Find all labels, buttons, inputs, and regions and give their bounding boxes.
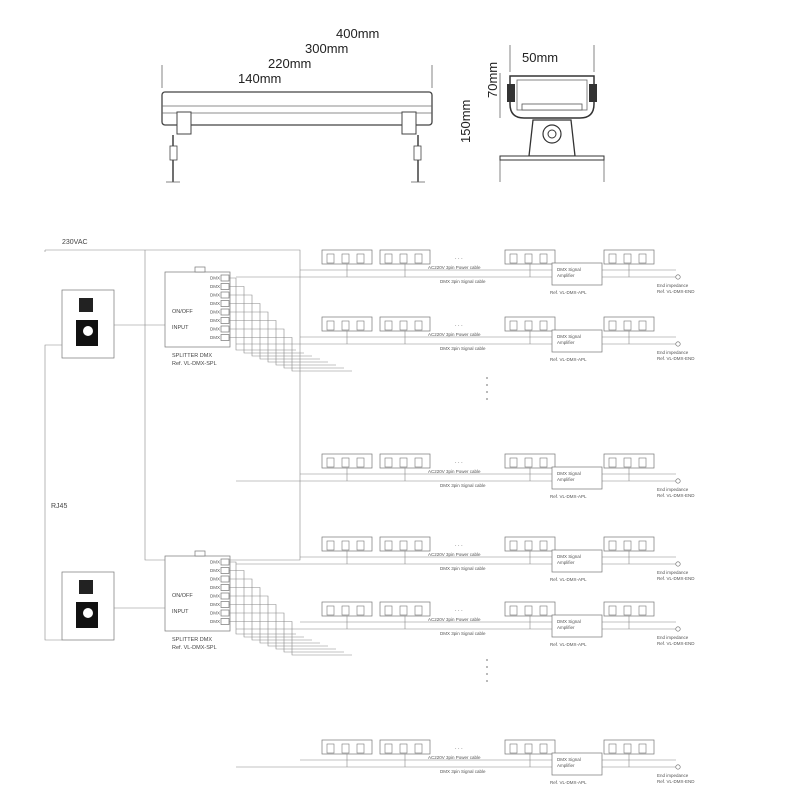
splitter-2-ref: Ref. VL-DMX-SPL — [172, 645, 217, 651]
splitter-1-port-5 — [221, 309, 229, 315]
dimension-70mm: 70mm — [485, 61, 500, 98]
row-5-power-cable-label: AC220V 3pin Power cable — [428, 617, 481, 622]
row-4-power-cable-label: AC220V 3pin Power cable — [428, 552, 481, 557]
splitter-1-port-8 — [221, 335, 229, 341]
row-3-fixture-4-module-1 — [609, 458, 616, 467]
row-5-fixture-1-module-3 — [357, 606, 364, 615]
row-2-fixture-1-module-2 — [342, 321, 349, 330]
row-1-fixture-1-module-3 — [357, 254, 364, 263]
row-5-signal-cable-label: DMX 3pin Signal cable — [440, 631, 486, 636]
row-3-amplifier-title: DMX Signal — [557, 471, 581, 476]
row-3-fixture-4-module-2 — [624, 458, 631, 467]
section-view-drawing — [458, 45, 604, 182]
row-2-fixture-1-module-3 — [357, 321, 364, 330]
row-1-fixture-2-module-1 — [385, 254, 392, 263]
controller-1-knob — [83, 326, 93, 336]
row-2-fixture-2-module-1 — [385, 321, 392, 330]
row-1-fixture-3-module-2 — [525, 254, 532, 263]
splitter-1-ref: Ref. VL-DMX-SPL — [172, 361, 217, 367]
row-3-fixture-3-module-3 — [540, 458, 547, 467]
row-5-end-terminator — [676, 627, 680, 631]
dimension-220mm: 220mm — [268, 56, 312, 71]
splitter-2-port-label-8: DMX — [210, 619, 220, 624]
splitter-1-port-2 — [221, 284, 229, 290]
row-2-end-ref: Ref. VL-DMX-END — [657, 356, 695, 361]
row-1-amplifier-ref: Ref. VL-DMX-APL — [550, 290, 587, 295]
row-4-fixture-1-module-1 — [327, 541, 334, 550]
splitter-2-output-8 — [229, 622, 352, 656]
row-5-fixture-4-module-1 — [609, 606, 616, 615]
row-2-end-title: End impedance — [657, 350, 689, 355]
splitter-2-port-label-1: DMX — [210, 559, 220, 565]
row-4-fixture-3-module-1 — [510, 541, 517, 550]
row-3-amplifier-subtitle: Amplifier — [557, 477, 575, 482]
row-3-fixture-2-module-1 — [385, 458, 392, 467]
row-2-amplifier-title: DMX Signal — [557, 334, 581, 339]
dimension-300mm: 300mm — [305, 41, 349, 56]
row-1-fixture-1-module-1 — [327, 254, 334, 263]
splitter-2-port-4 — [221, 585, 229, 591]
row-6-fixture-2-module-2 — [400, 744, 407, 753]
splitter-2-input: INPUT — [172, 609, 189, 615]
row-1-fixture-3-module-3 — [540, 254, 547, 263]
splitter-1-output-6 — [229, 321, 336, 366]
row-1-fixture-2-module-2 — [400, 254, 407, 263]
row-labels — [210, 255, 695, 785]
row-5-fixture-1-module-1 — [327, 606, 334, 615]
row-3-fixture-1-module-2 — [342, 458, 349, 467]
row-6-power-cable-label: AC220V 3pin Power cable — [428, 755, 481, 760]
row-4-fixture-2-module-3 — [415, 541, 422, 550]
row-1-fixture-4-module-1 — [609, 254, 616, 263]
row-3-end-ref: Ref. VL-DMX-END — [657, 493, 695, 498]
splitter-2-output-1 — [229, 562, 296, 634]
row-6-end-terminator — [676, 765, 680, 769]
row-3-fixture-1-module-3 — [357, 458, 364, 467]
splitter-1-port-1 — [221, 275, 229, 281]
row-3-fixture-3-module-1 — [510, 458, 517, 467]
splitter-1-output-1 — [229, 278, 296, 350]
splitter-2-port-label-3: DMX — [210, 576, 220, 582]
splitter-2-port-7 — [221, 610, 229, 616]
splitter-2-port-label-2: DMX — [210, 568, 220, 573]
row-6-fixture-4-module-1 — [609, 744, 616, 753]
controller-2-knob — [83, 608, 93, 618]
row-4-signal-cable-label: DMX 3pin Signal cable — [440, 566, 486, 571]
row-5-amplifier-title: DMX Signal — [557, 619, 581, 624]
vertical-ellipsis-2-dot-2 — [486, 666, 488, 668]
row-3-power-cable-label: AC220V 3pin Power cable — [428, 469, 481, 474]
row-2-fixture-4-module-1 — [609, 321, 616, 330]
splitter-1-port-label-6: DMX — [210, 318, 220, 323]
splitter-2-port-8 — [221, 619, 229, 625]
splitter-1-port-label-1: DMX — [210, 275, 220, 281]
splitter-2-port-label-4: DMX — [210, 585, 220, 590]
vertical-ellipsis-2-dot-1 — [486, 659, 488, 661]
splitter-2-port-3 — [221, 576, 229, 582]
splitter-1-title: SPLITTER DMX — [172, 353, 213, 359]
row-3-fixture-3-module-2 — [525, 458, 532, 467]
row-5-end-ref: Ref. VL-DMX-END — [657, 641, 695, 646]
row-1-amplifier-subtitle: Amplifier — [557, 273, 575, 278]
row-6-fixture-4-module-2 — [624, 744, 631, 753]
row-2-fixture-4-module-3 — [639, 321, 646, 330]
rj45-label: RJ45 — [51, 503, 68, 510]
dimension-140mm: 140mm — [238, 71, 282, 86]
row-6-fixture-3-module-1 — [510, 744, 517, 753]
row-6-fixture-1-module-1 — [327, 744, 334, 753]
splitter-2-on-off: ON/OFF — [172, 593, 193, 599]
row-4-end-title: End impedance — [657, 570, 689, 575]
row-4-fixture-4-module-1 — [609, 541, 616, 550]
splitter-2-port-label-5: DMX — [210, 593, 220, 599]
dimension-400mm: 400mm — [336, 26, 380, 41]
row-2-amplifier-subtitle: Amplifier — [557, 340, 575, 345]
row-4-end-ref: Ref. VL-DMX-END — [657, 576, 695, 581]
row-4-end-terminator — [676, 562, 680, 566]
row-6-end-title: End impedance — [657, 773, 689, 778]
side-view-drawing — [162, 26, 432, 182]
row-4-fixture-3-module-3 — [540, 541, 547, 550]
row-5-fixture-3-module-1 — [510, 606, 517, 615]
splitter-2-connector — [195, 551, 205, 556]
row-4-fixture-1-module-2 — [342, 541, 349, 550]
row-2-end-terminator — [676, 342, 680, 346]
splitter-2-port-1 — [221, 559, 229, 565]
splitter-2-output-6 — [229, 605, 336, 650]
row-3-signal-cable-label: DMX 3pin Signal cable — [440, 483, 486, 488]
controller-1-button — [79, 298, 93, 312]
row-4-fixture-1-module-3 — [357, 541, 364, 550]
row-6-fixture-4-module-3 — [639, 744, 646, 753]
row-3-fixture-2-module-3 — [415, 458, 422, 467]
row-1-fixture-4-module-2 — [624, 254, 631, 263]
supply-label-230vac: 230VAC — [62, 239, 88, 246]
row-3-ellipsis: . . . — [455, 459, 463, 465]
row-6-amplifier-title: DMX Signal — [557, 757, 581, 762]
row-1-power-cable-label: AC220V 3pin Power cable — [428, 265, 481, 270]
row-4-fixture-4-module-3 — [639, 541, 646, 550]
row-4-amplifier-subtitle: Amplifier — [557, 560, 575, 565]
row-3-end-terminator — [676, 479, 680, 483]
row-1-signal-cable-label: DMX 3pin Signal cable — [440, 279, 486, 284]
splitter-2-port-5 — [221, 593, 229, 599]
row-6-amplifier-subtitle: Amplifier — [557, 763, 575, 768]
row-2-fixture-3-module-2 — [525, 321, 532, 330]
row-5-fixture-3-module-3 — [540, 606, 547, 615]
splitter-1-port-3 — [221, 292, 229, 298]
splitter-1-output-2 — [229, 287, 304, 354]
splitter-1-output-8 — [229, 338, 352, 372]
splitter-1-port-7 — [221, 326, 229, 332]
row-4-fixture-2-module-2 — [400, 541, 407, 550]
row-1-end-ref: Ref. VL-DMX-END — [657, 289, 695, 294]
row-6-fixture-3-module-3 — [540, 744, 547, 753]
splitter-2-port-label-7: DMX — [210, 610, 220, 616]
row-4-amplifier-title: DMX Signal — [557, 554, 581, 559]
splitter-2-title: SPLITTER DMX — [172, 637, 213, 643]
row-5-end-title: End impedance — [657, 635, 689, 640]
row-1-end-title: End impedance — [657, 283, 689, 288]
splitter-1-port-4 — [221, 301, 229, 307]
row-3-fixture-1-module-1 — [327, 458, 334, 467]
splitter-2-port-6 — [221, 602, 229, 608]
row-2-fixture-2-module-3 — [415, 321, 422, 330]
row-6-end-ref: Ref. VL-DMX-END — [657, 779, 695, 784]
splitter-2-port-2 — [221, 568, 229, 574]
wiring-diagram — [45, 250, 680, 775]
row-2-ellipsis: . . . — [455, 322, 463, 328]
row-6-amplifier-ref: Ref. VL-DMX-APL — [550, 780, 587, 785]
splitter-1-on-off: ON/OFF — [172, 309, 193, 315]
row-2-fixture-3-module-3 — [540, 321, 547, 330]
splitter-1-port-6 — [221, 318, 229, 324]
row-1-fixture-1-module-2 — [342, 254, 349, 263]
row-6-signal-cable-label: DMX 3pin Signal cable — [440, 769, 486, 774]
splitter-1-port-label-3: DMX — [210, 292, 220, 298]
row-4-fixture-4-module-2 — [624, 541, 631, 550]
row-1-fixture-4-module-3 — [639, 254, 646, 263]
row-4-fixture-3-module-2 — [525, 541, 532, 550]
vertical-ellipsis-1-dot-3 — [486, 391, 488, 393]
row-5-fixture-3-module-2 — [525, 606, 532, 615]
row-2-fixture-4-module-2 — [624, 321, 631, 330]
row-4-amplifier-ref: Ref. VL-DMX-APL — [550, 577, 587, 582]
splitter-2-port-label-6: DMX — [210, 602, 220, 607]
splitter-1-port-label-7: DMX — [210, 326, 220, 332]
row-5-fixture-4-module-2 — [624, 606, 631, 615]
splitter-1-connector — [195, 267, 205, 272]
row-3-fixture-4-module-3 — [639, 458, 646, 467]
row-6-fixture-2-module-1 — [385, 744, 392, 753]
row-1-end-terminator — [676, 275, 680, 279]
row-5-fixture-2-module-2 — [400, 606, 407, 615]
row-1-ellipsis: . . . — [455, 255, 463, 261]
row-1-fixture-3-module-1 — [510, 254, 517, 263]
row-1-fixture-2-module-3 — [415, 254, 422, 263]
splitter-2-output-2 — [229, 571, 304, 638]
vertical-ellipsis-2-dot-3 — [486, 673, 488, 675]
row-3-end-title: End impedance — [657, 487, 689, 492]
row-5-amplifier-subtitle: Amplifier — [557, 625, 575, 630]
row-5-fixture-2-module-3 — [415, 606, 422, 615]
dimension-150mm: 150mm — [458, 99, 473, 143]
row-5-ellipsis: . . . — [455, 607, 463, 613]
row-6-fixture-1-module-3 — [357, 744, 364, 753]
row-5-amplifier-ref: Ref. VL-DMX-APL — [550, 642, 587, 647]
splitter-2-output-3 — [229, 579, 312, 640]
row-6-fixture-2-module-3 — [415, 744, 422, 753]
row-2-fixture-3-module-1 — [510, 321, 517, 330]
vertical-ellipsis-1-dot-4 — [486, 398, 488, 400]
row-6-fixture-1-module-2 — [342, 744, 349, 753]
rj45-link — [45, 345, 62, 640]
row-2-power-cable-label: AC220V 3pin Power cable — [428, 332, 481, 337]
row-2-fixture-1-module-1 — [327, 321, 334, 330]
row-5-fixture-2-module-1 — [385, 606, 392, 615]
row-6-ellipsis: . . . — [455, 745, 463, 751]
row-5-fixture-4-module-3 — [639, 606, 646, 615]
vertical-ellipsis-1-dot-2 — [486, 384, 488, 386]
splitter-1-port-label-4: DMX — [210, 301, 220, 306]
row-1-amplifier-title: DMX Signal — [557, 267, 581, 272]
splitter-1-port-label-8: DMX — [210, 335, 220, 340]
splitter-1-port-label-5: DMX — [210, 309, 220, 315]
row-3-fixture-2-module-2 — [400, 458, 407, 467]
vertical-ellipsis-1-dot-1 — [486, 377, 488, 379]
row-5-fixture-1-module-2 — [342, 606, 349, 615]
row-2-fixture-2-module-2 — [400, 321, 407, 330]
vertical-ellipsis-2-dot-4 — [486, 680, 488, 682]
row-2-signal-cable-label: DMX 3pin Signal cable — [440, 346, 486, 351]
splitter-1-port-label-2: DMX — [210, 284, 220, 289]
row-2-amplifier-ref: Ref. VL-DMX-APL — [550, 357, 587, 362]
row-3-amplifier-ref: Ref. VL-DMX-APL — [550, 494, 587, 499]
splitter-1-output-3 — [229, 295, 312, 356]
row-4-ellipsis: . . . — [455, 542, 463, 548]
row-6-fixture-3-module-2 — [525, 744, 532, 753]
splitter-1-input: INPUT — [172, 325, 189, 331]
row-4-fixture-2-module-1 — [385, 541, 392, 550]
dimension-50mm: 50mm — [522, 50, 559, 65]
controller-2-button — [79, 580, 93, 594]
